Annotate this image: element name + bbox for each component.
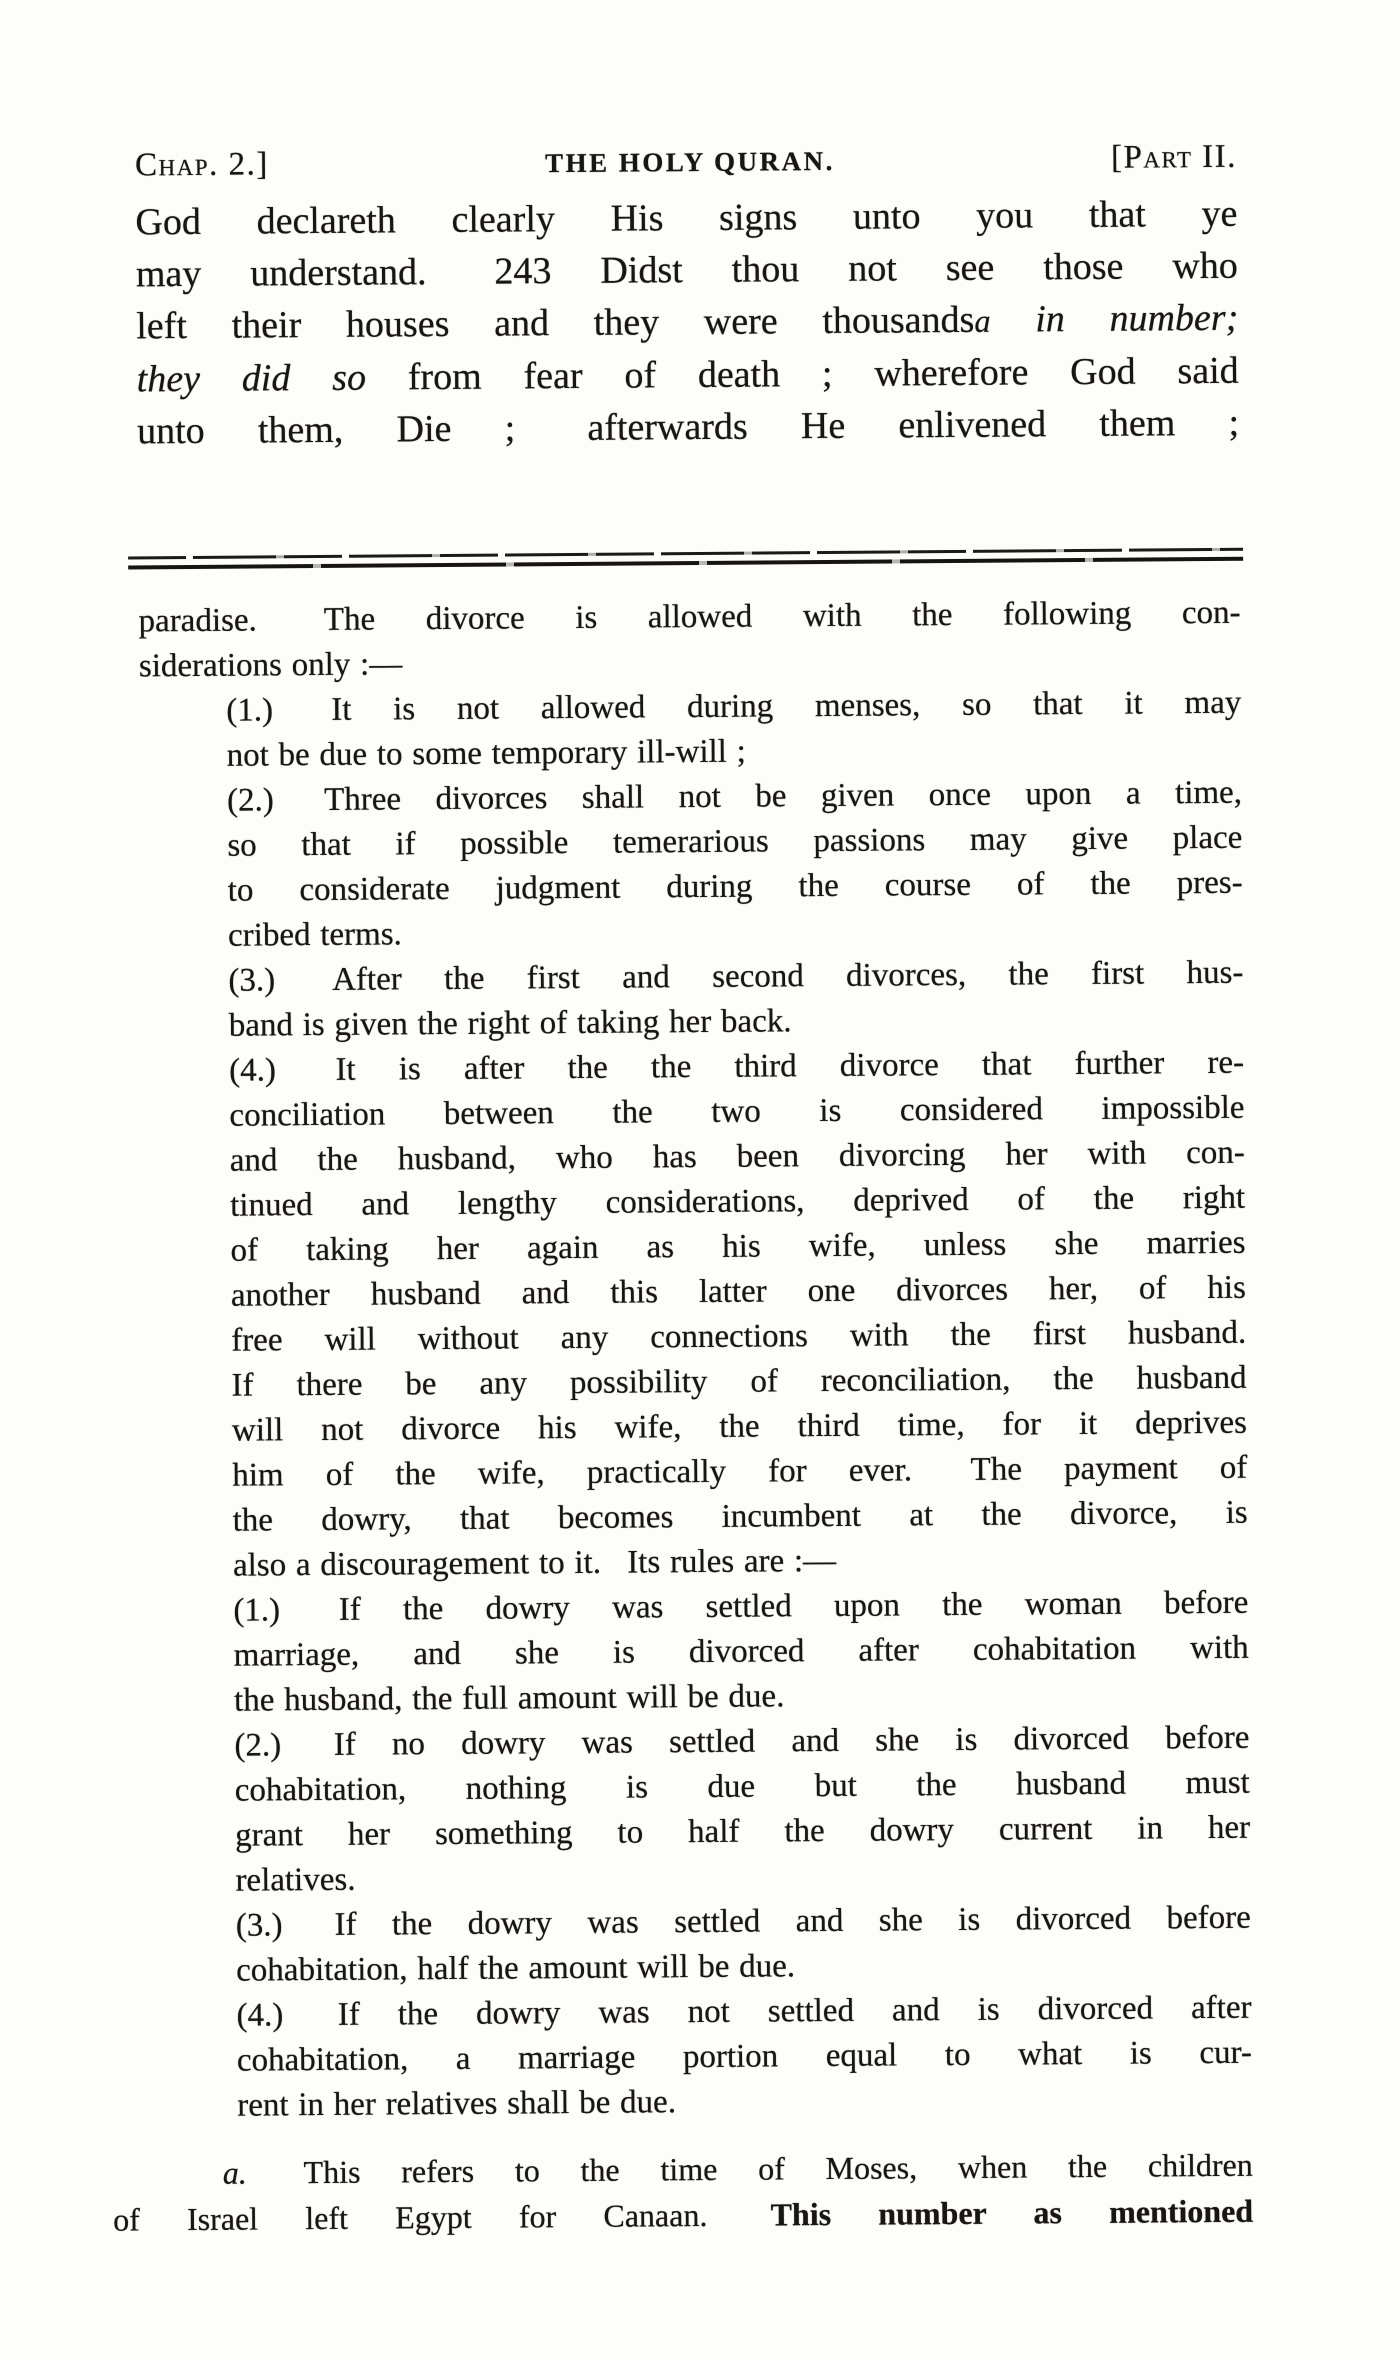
text-line	[235, 1851, 1250, 1904]
text-segment: left their houses and they were thousands	[136, 298, 975, 348]
text-segment: (3.) If the dowry was settled and she is divorced before	[235, 1899, 1251, 1944]
commentary-block-3	[140, 771, 1243, 960]
text-segment: of Israel left Egypt for Canaan.	[113, 2196, 771, 2238]
text-line	[236, 1986, 1251, 2039]
text-segment: a	[974, 302, 991, 339]
text-segment: God declareth clearly His signs unto you that ye	[135, 192, 1238, 244]
text-line	[230, 1131, 1245, 1184]
text-line	[230, 1221, 1245, 1274]
text-segment: so that if possible temerarious passions may give place	[227, 819, 1243, 864]
commentary-block-7	[147, 1716, 1250, 1905]
text-segment: may understand. 243 Didst thou not see those who	[135, 244, 1239, 296]
text-segment: relatives.	[235, 1861, 356, 1899]
chapter-label: Chap. 2.]	[134, 146, 269, 184]
text-line	[135, 188, 1237, 249]
text-line	[138, 591, 1240, 645]
text-segment: If there be any possibility of reconciliation, the husband	[231, 1359, 1247, 1404]
text-line	[234, 1671, 1249, 1724]
text-line	[228, 861, 1243, 914]
quran-verse-paragraph	[135, 188, 1239, 458]
text-segment: not be due to some temporary ill-will ;	[226, 733, 746, 774]
text-line	[136, 240, 1238, 301]
commentary-block-1	[138, 591, 1241, 690]
text-segment: tinued and lengthy considerations, deprived of the right	[230, 1179, 1246, 1224]
text-segment: conciliation between the two is considered impossible	[229, 1089, 1245, 1134]
text-segment: to considerate judgment during the course of the pres-	[227, 864, 1243, 909]
text-segment: (4.) If the dowry was not settled and is divorced after	[236, 1989, 1252, 2034]
text-line	[229, 996, 1244, 1049]
text-segment: unto them, Die ; afterwards He enlivened them ;	[136, 401, 1240, 453]
text-line	[231, 1266, 1246, 1319]
text-segment: rent in her relatives shall be due.	[237, 2084, 677, 2124]
text-segment: cohabitation, nothing is due but the husband must	[234, 1764, 1250, 1809]
text-line	[233, 1536, 1248, 1589]
text-line	[232, 1401, 1247, 1454]
text-line	[229, 1086, 1244, 1139]
running-header	[135, 139, 1237, 185]
text-line	[228, 906, 1243, 959]
page-title: THE HOLY QURAN.	[544, 145, 835, 179]
text-line	[113, 2188, 1253, 2243]
text-line	[226, 726, 1241, 779]
text-segment: in number;	[1035, 296, 1239, 341]
text-line	[235, 1806, 1250, 1859]
text-line	[232, 1446, 1247, 1499]
text-segment: band is given the right of taking her back.	[228, 1003, 792, 1044]
text-segment: paradise. The divorce is allowed with the following con-	[138, 594, 1241, 640]
text-line	[232, 1491, 1247, 1544]
text-segment: free will without any connections with the first husband.	[231, 1314, 1247, 1359]
text-segment: (3.) After the first and second divorces, the first hus-	[228, 954, 1244, 999]
text-segment: a.	[222, 2154, 247, 2191]
text-line	[137, 397, 1239, 458]
text-line	[235, 1761, 1250, 1814]
text-segment: cohabitation, a marriage portion equal to what is cur-	[236, 2034, 1253, 2079]
text-segment	[990, 298, 1035, 340]
text-segment: cohabitation, half the amount will be due.	[236, 1948, 796, 1989]
commentary-block-6	[146, 1581, 1249, 1725]
commentary-block-8	[149, 1896, 1252, 1995]
text-segment: (2.) Three divorces shall not be given once upon a time,	[226, 774, 1243, 819]
text-segment: This refers to the time of Moses, when the children	[246, 2146, 1253, 2191]
text-segment: and the husband, who has been divorcing her with con-	[229, 1134, 1245, 1179]
section-divider	[128, 548, 1243, 570]
text-line	[234, 1716, 1249, 1769]
commentary-block-2	[139, 681, 1242, 780]
text-segment: they did so	[136, 356, 367, 401]
text-segment: grant her something to half the dowry current in her	[234, 1809, 1251, 1854]
text-line	[236, 1941, 1251, 1994]
text-line	[231, 1356, 1246, 1409]
text-segment: also a discouragement to it. Its rules are :—	[232, 1542, 837, 1584]
text-line	[230, 1176, 1245, 1229]
commentary-block-5	[142, 1041, 1248, 1590]
text-segment: This number as mentioned	[770, 2192, 1254, 2233]
part-label: [Part II.	[1110, 138, 1238, 176]
text-segment: the husband, the full amount will be due.	[233, 1678, 785, 1719]
text-line	[136, 292, 1238, 354]
text-segment: (4.) It is after the the third divorce that further re-	[228, 1044, 1245, 1089]
text-line	[136, 345, 1238, 406]
text-segment: (1.) It is not allowed during menses, so that it may	[226, 684, 1242, 729]
footnote-section	[113, 2142, 1254, 2243]
text-segment: siderations only :—	[138, 646, 403, 685]
text-segment: (2.) If no dowry was settled and she is divorced before	[234, 1719, 1250, 1764]
text-line	[229, 1041, 1244, 1094]
text-line	[227, 816, 1242, 869]
text-segment: another husband and this latter one divorces her, of his	[230, 1269, 1247, 1314]
text-line	[234, 1626, 1249, 1679]
text-line	[231, 1311, 1246, 1364]
text-segment: (1.) If the dowry was settled upon the woman before	[233, 1584, 1249, 1629]
divider-rule-bottom	[128, 557, 1243, 570]
text-segment: him of the wife, practically for ever. The payment of	[232, 1449, 1248, 1494]
text-line	[226, 681, 1241, 734]
text-segment: of taking her again as his wife, unless she marries	[230, 1224, 1246, 1269]
text-line	[237, 2076, 1252, 2129]
text-segment: from fear of death ; wherefore God said	[365, 349, 1239, 399]
text-line	[227, 771, 1242, 824]
text-line	[228, 951, 1243, 1004]
text-segment: the dowry, that becomes incumbent at the divorce, is	[232, 1494, 1248, 1539]
commentary-block-9	[149, 1986, 1252, 2130]
text-segment: cribed terms.	[227, 916, 402, 954]
commentary-section	[138, 591, 1252, 2130]
text-segment: marriage, and she is divorced after cohabitation with	[233, 1629, 1249, 1674]
commentary-block-4	[141, 951, 1244, 1050]
text-line	[233, 1581, 1248, 1634]
text-segment: will not divorce his wife, the third time, for it deprives	[231, 1404, 1248, 1449]
text-line	[237, 2031, 1252, 2084]
text-line	[236, 1896, 1251, 1949]
